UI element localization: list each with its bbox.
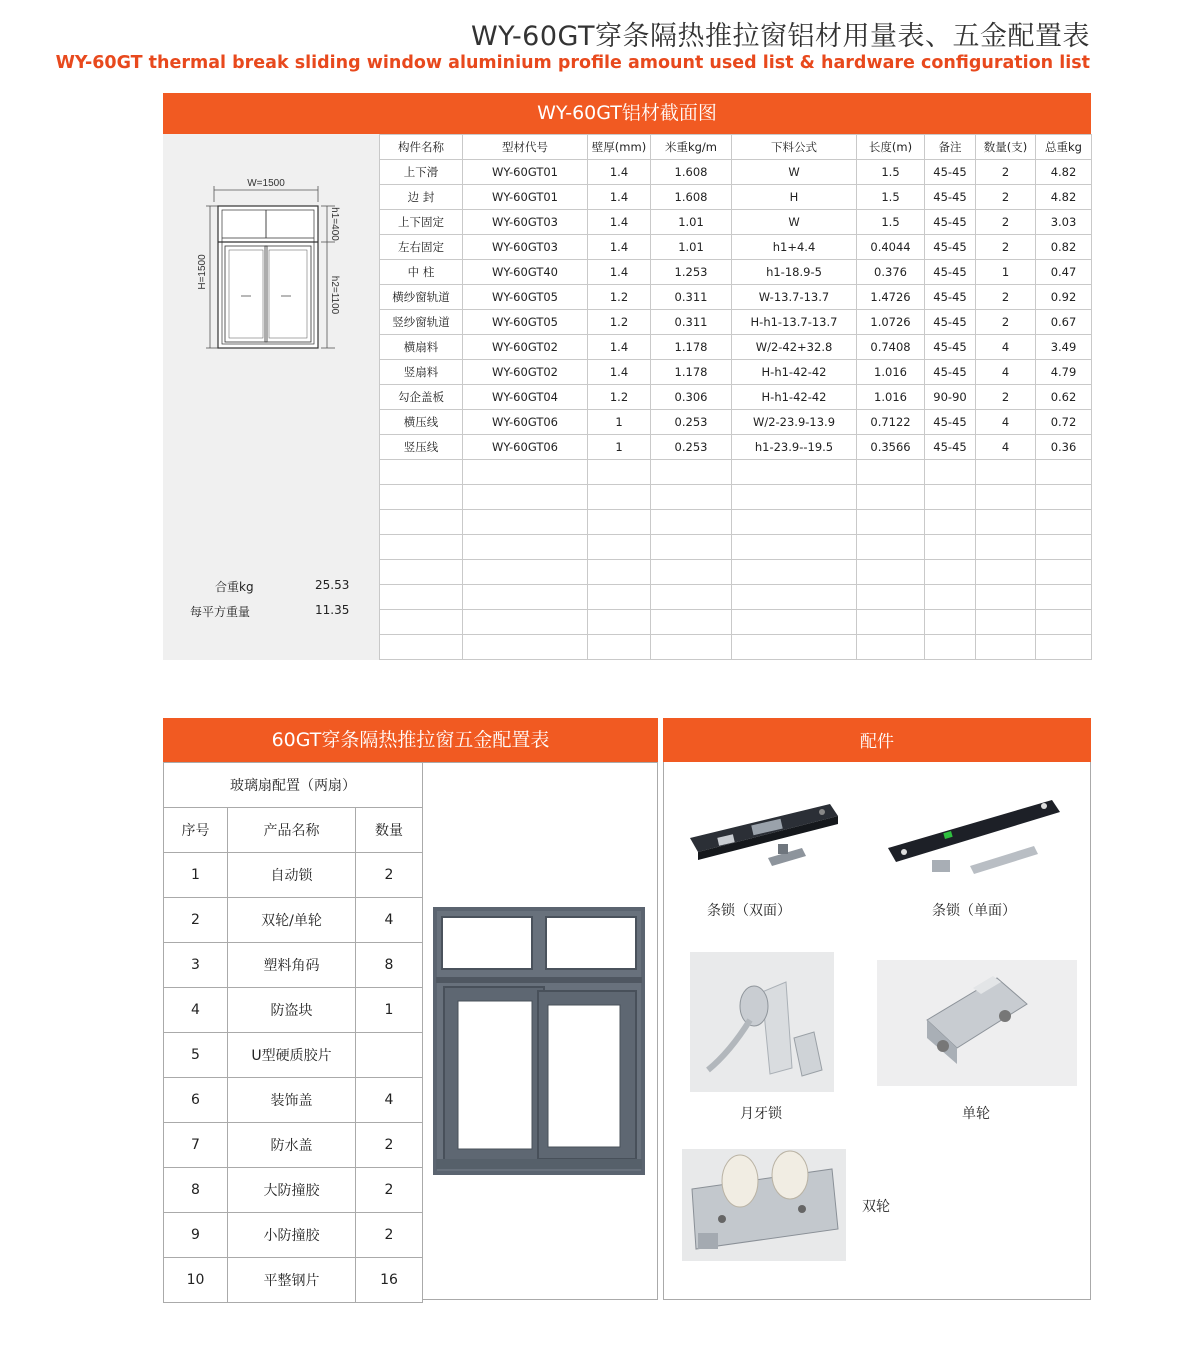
profile-table-cell	[463, 610, 588, 635]
hardware-table-cell: 4	[356, 898, 423, 943]
profile-table-cell: 上下滑	[380, 160, 463, 185]
profile-table-cell	[588, 585, 651, 610]
hardware-table-cell: 1	[356, 988, 423, 1033]
profile-table-cell	[925, 460, 976, 485]
profile-table-cell: W/2-42+32.8	[732, 335, 857, 360]
hardware-table-cell: 2	[356, 853, 423, 898]
hardware-table-cell: 8	[164, 1168, 228, 1213]
profile-table-cell	[857, 585, 925, 610]
profile-table-row	[380, 410, 1092, 435]
profile-table-cell: 0.67	[1036, 310, 1092, 335]
profile-table-row	[380, 335, 1092, 360]
profile-table-cell: H-h1-13.7-13.7	[732, 310, 857, 335]
hardware-table-row	[164, 1123, 423, 1168]
profile-table-cell	[588, 460, 651, 485]
profile-table-cell: 0.306	[651, 385, 732, 410]
profile-table-cell	[1036, 610, 1092, 635]
profile-table-cell	[651, 485, 732, 510]
hardware-table-cell: 7	[164, 1123, 228, 1168]
profile-table-cell	[1036, 460, 1092, 485]
profile-table-cell: 4	[976, 360, 1036, 385]
profile-table-cell: 横扇料	[380, 335, 463, 360]
profile-table-cell: 1.5	[857, 185, 925, 210]
profile-table-cell	[925, 510, 976, 535]
profile-table-cell: 2	[976, 210, 1036, 235]
profile-table-cell: 横纱窗轨道	[380, 285, 463, 310]
profile-table-cell	[651, 510, 732, 535]
hardware-table-cell: 平整钢片	[228, 1258, 356, 1303]
profile-table-cell: WY-60GT05	[463, 310, 588, 335]
profile-table-cell: 1.4	[588, 335, 651, 360]
hardware-table-row	[164, 943, 423, 988]
profile-table-cell	[1036, 485, 1092, 510]
hardware-table-cell: 装饰盖	[228, 1078, 356, 1123]
profile-table-cell: 1.016	[857, 360, 925, 385]
hardware-table-cell: 大防撞胶	[228, 1168, 356, 1213]
profile-table-cell: 边 封	[380, 185, 463, 210]
profile-table-cell	[976, 510, 1036, 535]
accessories-panel	[663, 762, 1091, 1300]
profile-table-cell	[463, 510, 588, 535]
profile-table-cell	[588, 635, 651, 660]
profile-table-cell	[925, 635, 976, 660]
profile-table-cell: W	[732, 210, 857, 235]
profile-table-cell	[463, 460, 588, 485]
hardware-table-cell: 4	[164, 988, 228, 1033]
hardware-table-row	[164, 1033, 423, 1078]
page-title: WY-60GT穿条隔热推拉窗铝材用量表、五金配置表	[470, 21, 1090, 52]
profile-table-cell: 2	[976, 185, 1036, 210]
profile-table-cell: 竖扇料	[380, 360, 463, 385]
profile-table-cell	[463, 535, 588, 560]
profile-table-cell	[925, 485, 976, 510]
profile-table-cell: 1	[976, 260, 1036, 285]
profile-table-cell	[588, 510, 651, 535]
profile-table-cell	[925, 535, 976, 560]
profile-table-cell: W-13.7-13.7	[732, 285, 857, 310]
profile-table-cell: 45-45	[925, 235, 976, 260]
profile-table-cell: W	[732, 160, 857, 185]
profile-table-cell	[732, 510, 857, 535]
profile-table-cell: WY-60GT03	[463, 210, 588, 235]
profile-table-cell: 1.0726	[857, 310, 925, 335]
profile-table-cell: 中 柱	[380, 260, 463, 285]
profile-table-cell: 0.72	[1036, 410, 1092, 435]
profile-column-header: 壁厚(mm)	[588, 135, 651, 160]
total-weight-value: 25.53	[315, 578, 350, 592]
profile-table-empty-row	[380, 585, 1092, 610]
hardware-column-header: 序号	[164, 808, 228, 853]
profile-table-cell	[857, 610, 925, 635]
profile-table-cell: 0.3566	[857, 435, 925, 460]
profile-table-cell: 2	[976, 310, 1036, 335]
profile-table-cell	[925, 585, 976, 610]
profile-table-cell	[588, 535, 651, 560]
hardware-table-cell: 1	[164, 853, 228, 898]
profile-table-cell: 45-45	[925, 210, 976, 235]
window-render-panel	[422, 762, 658, 1300]
profile-table-row	[380, 235, 1092, 260]
profile-table-cell	[857, 485, 925, 510]
profile-table-empty-row	[380, 460, 1092, 485]
profile-table-cell: H	[732, 185, 857, 210]
profile-table-cell: 横压线	[380, 410, 463, 435]
profile-table-cell	[732, 560, 857, 585]
profile-table-cell: 45-45	[925, 310, 976, 335]
single-roller-label: 单轮	[962, 1106, 990, 1122]
hardware-table-cell: 防水盖	[228, 1123, 356, 1168]
profile-table-cell	[976, 560, 1036, 585]
profile-table-empty-row	[380, 560, 1092, 585]
profile-table-cell: 45-45	[925, 410, 976, 435]
profile-table-cell	[651, 560, 732, 585]
hardware-table-cell: 10	[164, 1258, 228, 1303]
profile-table-cell	[380, 460, 463, 485]
profile-table-cell	[463, 485, 588, 510]
hardware-table-cell: 8	[356, 943, 423, 988]
profile-table-cell: 90-90	[925, 385, 976, 410]
profile-table-cell	[463, 560, 588, 585]
profile-column-header: 长度(m)	[857, 135, 925, 160]
hardware-column-header: 数量	[356, 808, 423, 853]
profile-table-cell: 1.01	[651, 210, 732, 235]
profile-table-row	[380, 385, 1092, 410]
hardware-table-cell: 小防撞胶	[228, 1213, 356, 1258]
profile-table-cell: WY-60GT04	[463, 385, 588, 410]
profile-table-row	[380, 260, 1092, 285]
profile-column-header: 构件名称	[380, 135, 463, 160]
hardware-table-cell	[356, 1033, 423, 1078]
profile-table-row	[380, 285, 1092, 310]
hardware-table-row	[164, 898, 423, 943]
hardware-table-cell: 防盗块	[228, 988, 356, 1033]
hardware-table-cell: 自动锁	[228, 853, 356, 898]
profile-table-cell: 1.253	[651, 260, 732, 285]
profile-table-cell	[588, 560, 651, 585]
profile-table-cell: 4.82	[1036, 160, 1092, 185]
profile-table-cell: h1-23.9--19.5	[732, 435, 857, 460]
profile-table-cell	[651, 585, 732, 610]
profile-table-cell: WY-60GT01	[463, 185, 588, 210]
profile-table-cell: 1.4	[588, 235, 651, 260]
profile-table-cell: 0.62	[1036, 385, 1092, 410]
profile-table-cell	[380, 610, 463, 635]
profile-table-cell: 0.376	[857, 260, 925, 285]
profile-table-cell: 2	[976, 285, 1036, 310]
window-diagram-panel	[163, 134, 379, 660]
profile-table-cell: h1-18.9-5	[732, 260, 857, 285]
profile-table-cell: 45-45	[925, 160, 976, 185]
profile-table-cell: 0.7408	[857, 335, 925, 360]
profile-table-cell: 2	[976, 385, 1036, 410]
profile-table-cell	[732, 585, 857, 610]
profile-table-cell	[976, 460, 1036, 485]
profile-table-cell: 3.49	[1036, 335, 1092, 360]
profile-table-cell	[976, 610, 1036, 635]
profile-table-cell: W/2-23.9-13.9	[732, 410, 857, 435]
h1-dimension-label: h1=400	[329, 207, 340, 241]
h2-dimension-label: h2=1100	[329, 275, 340, 315]
profile-table-cell: 1.2	[588, 285, 651, 310]
profile-table-cell	[732, 535, 857, 560]
profile-table-cell: H-h1-42-42	[732, 385, 857, 410]
profile-table-row	[380, 210, 1092, 235]
profile-amount-table	[379, 134, 1092, 660]
double-sided-strip-lock-label: 条锁（双面）	[707, 903, 791, 919]
profile-table-cell: 45-45	[925, 260, 976, 285]
profile-table-empty-row	[380, 610, 1092, 635]
single-roller-image	[877, 960, 1077, 1086]
profile-table-cell	[463, 635, 588, 660]
crescent-lock-label: 月牙锁	[740, 1106, 782, 1122]
profile-table-cell	[651, 535, 732, 560]
profile-table-empty-row	[380, 510, 1092, 535]
profile-column-header: 型材代号	[463, 135, 588, 160]
hardware-table-row	[164, 1078, 423, 1123]
profile-table-cell	[651, 460, 732, 485]
hardware-table-row	[164, 1213, 423, 1258]
profile-table-cell: 0.311	[651, 285, 732, 310]
profile-table-cell: H-h1-42-42	[732, 360, 857, 385]
hardware-table-row	[164, 1258, 423, 1303]
profile-table-row	[380, 160, 1092, 185]
profile-table-cell: 2	[976, 160, 1036, 185]
profile-table-cell: 45-45	[925, 435, 976, 460]
profile-table-cell: h1+4.4	[732, 235, 857, 260]
profile-table-cell: 1.2	[588, 310, 651, 335]
profile-table-cell	[651, 610, 732, 635]
profile-table-cell: 2	[976, 235, 1036, 260]
profile-table-cell	[1036, 510, 1092, 535]
profile-table-cell: WY-60GT06	[463, 435, 588, 460]
profile-table-cell	[732, 610, 857, 635]
profile-column-header: 总重kg	[1036, 135, 1092, 160]
profile-table-header	[380, 135, 1092, 160]
single-sided-strip-lock-label: 条锁（单面）	[932, 903, 1016, 919]
profile-table-cell: 左右固定	[380, 235, 463, 260]
crescent-lock-image	[690, 952, 834, 1092]
profile-table-cell	[463, 585, 588, 610]
profile-table-cell: 1.4	[588, 360, 651, 385]
profile-table-cell	[925, 610, 976, 635]
profile-section-banner: WY-60GT铝材截面图	[163, 93, 1091, 134]
profile-table-cell: 3.03	[1036, 210, 1092, 235]
profile-table-cell	[588, 485, 651, 510]
weight-per-sqm-label: 每平方重量	[190, 605, 251, 619]
profile-table-cell: 0.82	[1036, 235, 1092, 260]
profile-table-cell: 45-45	[925, 185, 976, 210]
profile-table-cell	[1036, 560, 1092, 585]
profile-table-cell: WY-60GT05	[463, 285, 588, 310]
profile-table-cell: 1.4	[588, 185, 651, 210]
hardware-config-table	[163, 762, 423, 1303]
profile-table-cell: WY-60GT02	[463, 335, 588, 360]
profile-table-cell: 上下固定	[380, 210, 463, 235]
hardware-table-cell: 2	[356, 1213, 423, 1258]
profile-column-header: 备注	[925, 135, 976, 160]
profile-table-cell	[976, 585, 1036, 610]
profile-table-cell: 1	[588, 435, 651, 460]
profile-table-cell: 1.4	[588, 160, 651, 185]
profile-table-cell: 竖压线	[380, 435, 463, 460]
single-sided-strip-lock-image	[884, 786, 1064, 886]
profile-table-cell	[380, 560, 463, 585]
hardware-table-cell: 6	[164, 1078, 228, 1123]
profile-table-cell	[976, 635, 1036, 660]
profile-table-empty-row	[380, 635, 1092, 660]
hardware-table-cell: 2	[356, 1168, 423, 1213]
profile-table-cell: 1.4726	[857, 285, 925, 310]
double-roller-label: 双轮	[862, 1199, 890, 1215]
profile-table-cell: 1.5	[857, 160, 925, 185]
hardware-table-cell: 16	[356, 1258, 423, 1303]
profile-table-cell: 4	[976, 410, 1036, 435]
profile-table-cell: 4.82	[1036, 185, 1092, 210]
profile-table-empty-row	[380, 485, 1092, 510]
profile-table-cell	[380, 510, 463, 535]
profile-table-cell: 45-45	[925, 335, 976, 360]
profile-table-cell: 45-45	[925, 285, 976, 310]
profile-table-cell	[857, 510, 925, 535]
width-dimension-label: W=1500	[247, 178, 285, 189]
window-render-image	[422, 763, 658, 1301]
profile-table-row	[380, 360, 1092, 385]
hardware-table-cell: U型硬质胶片	[228, 1033, 356, 1078]
profile-table-cell: 1.01	[651, 235, 732, 260]
profile-table-cell: 1.608	[651, 185, 732, 210]
profile-table-cell	[588, 610, 651, 635]
double-sided-strip-lock-image	[682, 786, 842, 886]
profile-table-cell: WY-60GT01	[463, 160, 588, 185]
total-weight-label: 合重kg	[215, 580, 254, 594]
hardware-table-cell: 9	[164, 1213, 228, 1258]
profile-table-cell: 1	[588, 410, 651, 435]
profile-table-cell	[857, 460, 925, 485]
profile-table-cell	[380, 485, 463, 510]
hardware-section-banner: 60GT穿条隔热推拉窗五金配置表	[163, 718, 658, 762]
profile-table-cell: 1.4	[588, 260, 651, 285]
profile-table-row	[380, 185, 1092, 210]
hardware-table-row	[164, 988, 423, 1033]
profile-table-cell	[925, 560, 976, 585]
profile-table-cell	[1036, 635, 1092, 660]
profile-table-cell: 1.2	[588, 385, 651, 410]
hardware-table-cell: 双轮/单轮	[228, 898, 356, 943]
page-subtitle: WY-60GT thermal break sliding window aluminium profile amount used list & hardware configuration list	[55, 53, 1090, 73]
weight-per-sqm-value: 11.35	[315, 603, 350, 617]
profile-table-cell: 1.016	[857, 385, 925, 410]
profile-table-cell: 0.4044	[857, 235, 925, 260]
profile-column-header: 米重kg/m	[651, 135, 732, 160]
profile-table-cell: 1.178	[651, 360, 732, 385]
hardware-table-cell: 5	[164, 1033, 228, 1078]
hardware-column-header: 产品名称	[228, 808, 356, 853]
profile-table-cell	[857, 535, 925, 560]
profile-table-cell	[732, 635, 857, 660]
profile-table-cell	[1036, 535, 1092, 560]
profile-table-cell: 1.178	[651, 335, 732, 360]
hardware-table-row	[164, 1168, 423, 1213]
profile-column-header: 数量(支)	[976, 135, 1036, 160]
profile-table-cell: 0.253	[651, 435, 732, 460]
profile-table-cell	[380, 635, 463, 660]
profile-table-cell: 4.79	[1036, 360, 1092, 385]
profile-table-cell: 0.7122	[857, 410, 925, 435]
profile-table-cell: 勾企盖板	[380, 385, 463, 410]
profile-table-cell	[732, 460, 857, 485]
profile-table-empty-row	[380, 535, 1092, 560]
hardware-subheader-row	[164, 763, 423, 808]
profile-table-cell	[857, 635, 925, 660]
profile-table-cell	[857, 560, 925, 585]
hardware-table-cell: 3	[164, 943, 228, 988]
height-dimension-label: H=1500	[197, 254, 208, 290]
profile-table-cell	[732, 485, 857, 510]
hardware-table-header	[164, 808, 423, 853]
profile-table-cell: WY-60GT03	[463, 235, 588, 260]
profile-table-cell: 1.4	[588, 210, 651, 235]
profile-table-cell	[651, 635, 732, 660]
profile-table-row	[380, 310, 1092, 335]
profile-table-cell	[380, 535, 463, 560]
profile-table-cell	[1036, 585, 1092, 610]
profile-table-cell: 0.36	[1036, 435, 1092, 460]
profile-table-cell	[380, 585, 463, 610]
profile-column-header: 下料公式	[732, 135, 857, 160]
profile-table-cell: 0.311	[651, 310, 732, 335]
profile-table-cell: 4	[976, 335, 1036, 360]
hardware-table-cell: 4	[356, 1078, 423, 1123]
profile-table-cell	[976, 535, 1036, 560]
hardware-table-cell: 2	[356, 1123, 423, 1168]
profile-table-cell: 0.253	[651, 410, 732, 435]
profile-table-cell: 1.608	[651, 160, 732, 185]
glass-sash-config-label: 玻璃扇配置（两扇）	[164, 763, 423, 808]
profile-table-cell: 45-45	[925, 360, 976, 385]
profile-table-cell: WY-60GT02	[463, 360, 588, 385]
window-elevation-diagram	[163, 174, 379, 374]
profile-table-cell: 1.5	[857, 210, 925, 235]
profile-table-cell: 0.92	[1036, 285, 1092, 310]
double-roller-image	[682, 1149, 846, 1261]
profile-table-cell: 0.47	[1036, 260, 1092, 285]
profile-table-cell: WY-60GT06	[463, 410, 588, 435]
hardware-table-cell: 2	[164, 898, 228, 943]
profile-table-cell: 竖纱窗轨道	[380, 310, 463, 335]
profile-table-cell	[976, 485, 1036, 510]
profile-table-row	[380, 435, 1092, 460]
hardware-table-row	[164, 853, 423, 898]
accessories-banner: 配件	[663, 718, 1091, 762]
profile-table-cell: 4	[976, 435, 1036, 460]
profile-table-cell: WY-60GT40	[463, 260, 588, 285]
hardware-table-cell: 塑料角码	[228, 943, 356, 988]
